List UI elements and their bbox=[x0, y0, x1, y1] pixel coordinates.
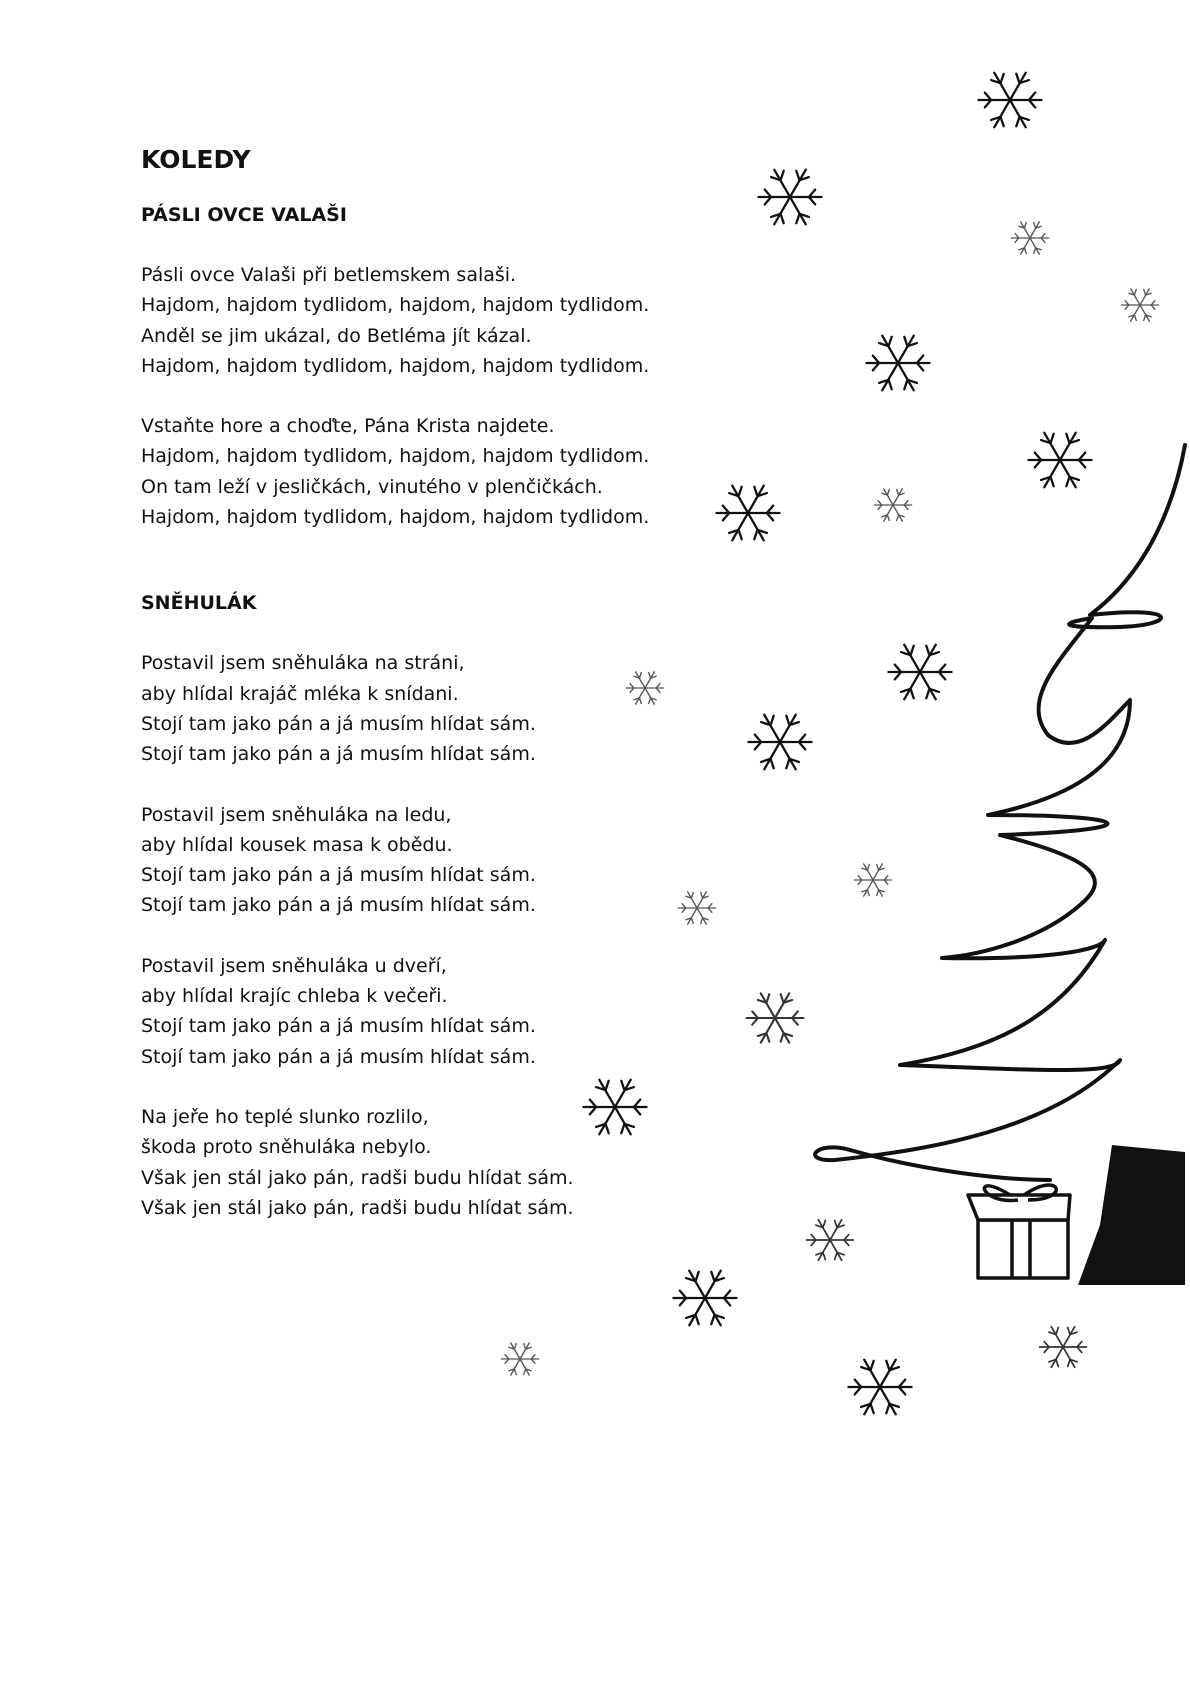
lyric-line: Anděl se jim ukázal, do Betléma jít kázal. bbox=[141, 324, 532, 347]
snowflake-icon bbox=[1029, 433, 1092, 488]
lyric-line: aby hlídal krajáč mléka k snídani. bbox=[141, 682, 459, 705]
lyric-line: Stojí tam jako pán a já musím hlídat sám. bbox=[141, 712, 536, 735]
lyric-line: aby hlídal kousek masa k obědu. bbox=[141, 833, 453, 856]
gift-box-icon bbox=[968, 1185, 1070, 1278]
snowflake-icon bbox=[717, 486, 780, 541]
lyric-line: Hajdom, hajdom tydlidom, hajdom, hajdom tydlidom. bbox=[141, 354, 650, 377]
snowflake-icon bbox=[1011, 222, 1048, 254]
lyric-line: Postavil jsem sněhuláka na stráni, bbox=[141, 652, 465, 675]
lyric-line: Na jeře ho teplé slunko rozlilo, bbox=[141, 1105, 429, 1128]
snowflake-icon bbox=[849, 1360, 912, 1415]
lyric-line: Vstaňte hore a choďte, Pána Krista najdete. bbox=[141, 415, 555, 438]
snowflake-icon bbox=[1121, 289, 1158, 321]
snowflake-icon bbox=[807, 1220, 854, 1261]
snowflake-icon bbox=[678, 892, 715, 924]
snowflake-icon bbox=[747, 993, 804, 1042]
snowflake-icon bbox=[759, 170, 822, 225]
snowflake-icon bbox=[501, 1343, 538, 1375]
lyric-line: Hajdom, hajdom tydlidom, hajdom, hajdom tydlidom. bbox=[141, 294, 650, 317]
lyric-line: On tam leží v jesličkách, vinutého v plenčičkách. bbox=[141, 475, 603, 498]
lyric-line: Stojí tam jako pán a já musím hlídat sám. bbox=[141, 894, 536, 917]
lyric-line: aby hlídal krajíc chleba k večeři. bbox=[141, 985, 448, 1008]
lyric-line: Stojí tam jako pán a já musím hlídat sám. bbox=[141, 864, 536, 887]
snowflake-icon bbox=[854, 864, 891, 896]
lyric-line: Stojí tam jako pán a já musím hlídat sám. bbox=[141, 743, 536, 766]
snowflake-icon bbox=[979, 73, 1042, 128]
christmas-tree-icon bbox=[815, 445, 1185, 1180]
lyric-line: Postavil jsem sněhuláka u dveří, bbox=[141, 954, 447, 977]
snowflake-icon bbox=[874, 489, 911, 521]
lyric-line: Stojí tam jako pán a já musím hlídat sám. bbox=[141, 1015, 536, 1038]
song-title-snehulak: SNĚHULÁK bbox=[141, 592, 257, 615]
snowflake-icon bbox=[584, 1080, 647, 1135]
lyric-line: Hajdom, hajdom tydlidom, hajdom, hajdom tydlidom. bbox=[141, 445, 650, 468]
page-title: KOLEDY bbox=[141, 145, 251, 174]
snowflake-icon bbox=[867, 336, 930, 391]
lyric-line: Postavil jsem sněhuláka na ledu, bbox=[141, 803, 452, 826]
song-title-pasli-ovce: PÁSLI OVCE VALAŠI bbox=[141, 204, 347, 226]
lyric-line: Hajdom, hajdom tydlidom, hajdom, hajdom tydlidom. bbox=[141, 506, 650, 529]
snowflake-icon bbox=[674, 1271, 737, 1326]
lyric-line: škoda proto sněhuláka nebylo. bbox=[141, 1136, 432, 1159]
snowflake-icon bbox=[889, 645, 952, 700]
lyric-line: Stojí tam jako pán a já musím hlídat sám. bbox=[141, 1045, 536, 1068]
tree-trunk-icon bbox=[1078, 1145, 1185, 1285]
snowflake-icon bbox=[749, 715, 812, 770]
lyric-line: Však jen stál jako pán, radši budu hlídat sám. bbox=[141, 1166, 574, 1189]
snowflake-icon bbox=[1040, 1327, 1087, 1368]
lyric-line: Pásli ovce Valaši při betlemskem salaši. bbox=[141, 264, 517, 286]
lyric-line: Však jen stál jako pán, radši budu hlídat sám. bbox=[141, 1196, 574, 1219]
snowflake-icon bbox=[626, 672, 663, 704]
